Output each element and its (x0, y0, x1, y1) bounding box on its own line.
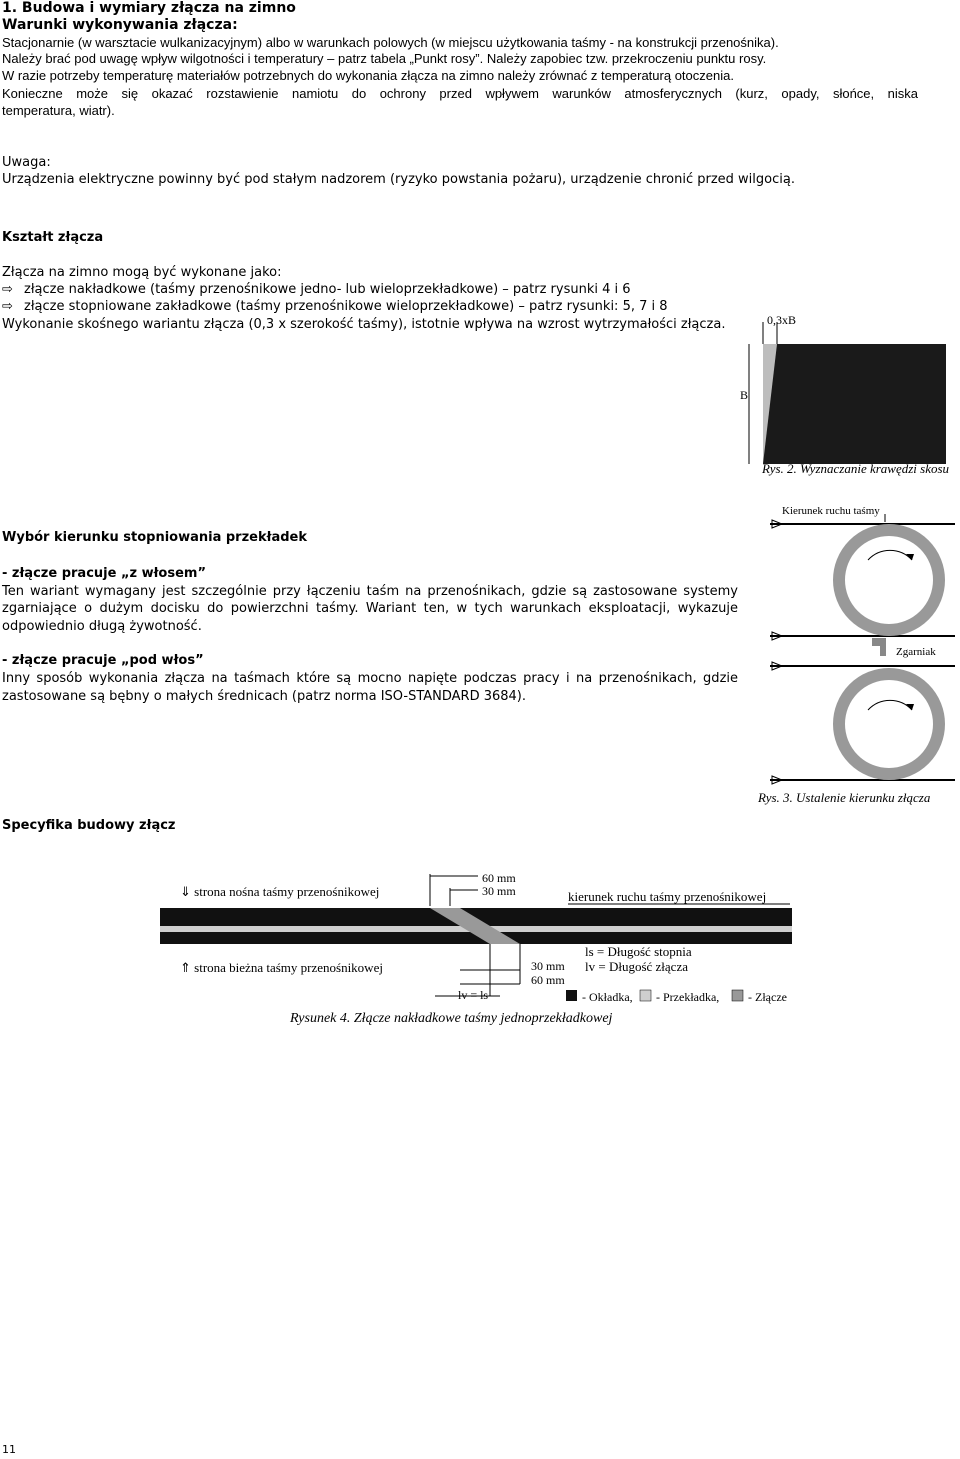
arrow-icon: ⇨ (2, 299, 13, 314)
width-label: B (740, 388, 749, 402)
legend-ply: - Przekładka, (656, 990, 720, 1004)
scraper-shape (872, 638, 886, 646)
note-text: Urządzenia elektryczne powinny być pod stałym nadzorem (ryzyko powstania pożaru), urządzenie chronić przed wilgocią. (2, 172, 795, 187)
pulley (839, 674, 939, 774)
belt-end-shape (763, 344, 946, 464)
shape-bullet (2, 282, 631, 298)
conditions-line: Należy brać pod uwagę wpływ wilgotności i temperatury – patrz tabela „Punkt rosy”. Należy zapobiec tzw. przekroczeniu punktu rosy. (2, 51, 767, 66)
direction-heading: Wybór kierunku stopniowania przekładek (2, 530, 307, 545)
skew-text: Wykonanie skośnego wariantu złącza (0,3 x szerokość taśmy), istotnie wpływa na wzrost wytrzymałości złącza. (2, 317, 726, 332)
legend-joint: - Złącze (748, 990, 787, 1004)
ls-definition: ls = Długość stopnia (585, 944, 692, 959)
against-grain-line: Inny sposób wykonania złącza na taśmach które są mocno napięte podczas pracy i na przenośnikach, gdzie (2, 671, 738, 686)
rotation-arrowhead (906, 704, 914, 710)
scraper-shape (880, 646, 886, 656)
against-grain-title: - złącze pracuje „pod włos” (2, 653, 204, 668)
shape-intro: Złącza na zimno mogą być wykonane jako: (2, 265, 282, 280)
shape-heading: Kształt złącza (2, 230, 104, 245)
shape-bullet-text: złącze nakładkowe (taśmy przenośnikowe jedno- lub wieloprzekładkowe) – patrz rysunki 4 i 6 (24, 282, 631, 297)
with-grain-line: zgarniające o dużym docisku do powierzchni taśmy. Wariant ten, w tych warunkach eksploatacji, wykazuje (2, 601, 738, 616)
dim-60-top: 60 mm (482, 871, 516, 885)
figure-direction (750, 500, 955, 790)
conditions-line: Stacjonarnie (w warsztacie wulkanizacyjnym) albo w warunkach polowych (w miejscu użytkowania taśmy - na konstrukcji przenośnika). (2, 35, 779, 50)
dim-30-top: 30 mm (482, 884, 516, 898)
legend-swatch-cover (566, 990, 577, 1001)
shape-bullet-text: złącze stopniowane zakładkowe (taśmy przenośnikowe wieloprzekładkowe) – patrz rysunki: 5, 7 i 8 (24, 299, 668, 314)
rotation-arrow (868, 550, 912, 560)
arrow-icon: ⇨ (2, 282, 13, 297)
spec-heading: Specyfika budowy złącz (2, 818, 176, 833)
figure-skew (735, 310, 955, 480)
fig4-caption: Rysunek 4. Złącze nakładkowe taśmy jednoprzekładkowej (290, 1011, 613, 1026)
conditions-line: temperatura, wiatr). (2, 103, 115, 118)
direction-label: kierunek ruchu taśmy przenośnikowej (568, 889, 767, 904)
page-number: 11 (2, 1443, 16, 1456)
pulley (839, 530, 939, 630)
conditions-title: Warunki wykonywania złącza: (2, 17, 238, 33)
scraper-label: Zgarniak (896, 646, 936, 658)
lv-ls-label: lv = ls (458, 988, 489, 1002)
rotation-arrow (868, 700, 912, 710)
figure-lap-joint (160, 866, 800, 1031)
fig2-caption: Rys. 2. Wyznaczanie krawędzi skosu (762, 461, 950, 476)
cover-layer (160, 908, 792, 918)
with-grain-line: Ten wariant wymagany jest szczególnie przy łączeniu taśm na przenośnikach, gdzie są zastosowane systemy (2, 584, 738, 599)
legend-swatch-ply (640, 990, 651, 1001)
dim-60-bottom: 60 mm (531, 973, 565, 987)
legend-swatch-joint (732, 990, 743, 1001)
against-grain-line: zastosowane są bębny o małych średnicach (patrz norma ISO-STANDARD 3684). (2, 689, 527, 704)
dim-30-bottom: 30 mm (531, 959, 565, 973)
rotation-arrowhead (906, 554, 914, 560)
fig3-caption: Rys. 3. Ustalenie kierunku złącza (758, 790, 931, 805)
direction-label: Kierunek ruchu taśmy (782, 505, 880, 517)
run-side-label: ⇑ strona bieżna taśmy przenośnikowej (180, 960, 383, 975)
carry-side-label: ⇓ strona nośna taśmy przenośnikowej (180, 884, 380, 899)
note-label: Uwaga: (2, 155, 51, 170)
shape-bullet (2, 299, 668, 315)
conditions-line: W razie potrzeby temperaturę materiałów potrzebnych do wykonania złącza na zimno należy zrównać z temperaturą otoczenia. (2, 68, 734, 83)
lv-definition: lv = Długość złącza (585, 959, 688, 974)
section-heading: 1. Budowa i wymiary złącza na zimno (2, 0, 296, 16)
conditions-line: Konieczne może się okazać rozstawienie namiotu do ochrony przed wpływem warunków atmosferycznych (kurz, opady, słońce, niska (2, 86, 918, 101)
legend-cover: - Okładka, (582, 990, 633, 1004)
with-grain-title: - złącze pracuje „z włosem” (2, 566, 206, 581)
with-grain-line: odpowiednio długą żywotność. (2, 619, 202, 634)
skew-width-label: 0,3xB (767, 313, 797, 327)
